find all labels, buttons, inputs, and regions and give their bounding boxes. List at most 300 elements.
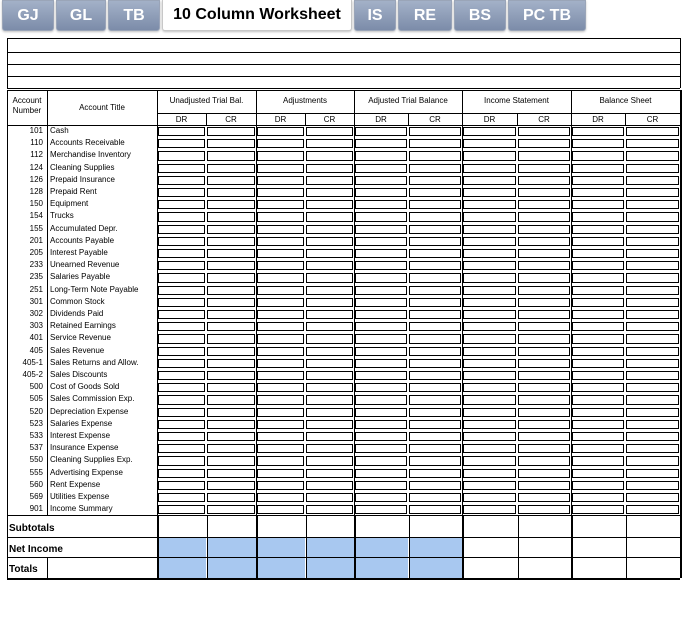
entry-cell[interactable]: [463, 127, 516, 136]
entry-cell[interactable]: [257, 225, 304, 234]
entry-cell[interactable]: [463, 237, 516, 246]
entry-cell[interactable]: [355, 176, 407, 185]
entry-cell[interactable]: [355, 493, 407, 502]
entry-cell[interactable]: [257, 420, 304, 429]
entry-cell[interactable]: [518, 420, 570, 429]
entry-cell[interactable]: [572, 298, 624, 307]
entry-cell[interactable]: [463, 249, 516, 258]
net-income-cell[interactable]: [207, 538, 256, 557]
entry-cell[interactable]: [355, 334, 407, 343]
entry-cell[interactable]: [306, 408, 353, 417]
entry-cell[interactable]: [626, 261, 679, 270]
entry-cell[interactable]: [158, 493, 205, 502]
entry-cell[interactable]: [409, 151, 461, 160]
total-cell[interactable]: [626, 558, 680, 578]
entry-cell[interactable]: [207, 225, 255, 234]
entry-cell[interactable]: [518, 408, 570, 417]
entry-cell[interactable]: [306, 139, 353, 148]
entry-cell[interactable]: [306, 188, 353, 197]
entry-cell[interactable]: [207, 359, 255, 368]
entry-cell[interactable]: [306, 444, 353, 453]
entry-cell[interactable]: [257, 395, 304, 404]
entry-cell[interactable]: [572, 200, 624, 209]
entry-cell[interactable]: [463, 273, 516, 282]
entry-cell[interactable]: [518, 298, 570, 307]
entry-cell[interactable]: [626, 505, 679, 514]
entry-cell[interactable]: [355, 200, 407, 209]
entry-cell[interactable]: [572, 212, 624, 221]
entry-cell[interactable]: [518, 456, 570, 465]
entry-cell[interactable]: [257, 310, 304, 319]
tab-re[interactable]: RE: [398, 0, 452, 31]
entry-cell[interactable]: [355, 444, 407, 453]
entry-cell[interactable]: [306, 249, 353, 258]
entry-cell[interactable]: [257, 212, 304, 221]
entry-cell[interactable]: [306, 469, 353, 478]
entry-cell[interactable]: [409, 505, 461, 514]
subtotal-cell[interactable]: [409, 516, 462, 537]
entry-cell[interactable]: [626, 371, 679, 380]
entry-cell[interactable]: [518, 200, 570, 209]
entry-cell[interactable]: [306, 200, 353, 209]
entry-cell[interactable]: [463, 225, 516, 234]
total-cell[interactable]: [409, 558, 462, 578]
entry-cell[interactable]: [572, 408, 624, 417]
entry-cell[interactable]: [355, 420, 407, 429]
entry-cell[interactable]: [626, 151, 679, 160]
entry-cell[interactable]: [463, 212, 516, 221]
entry-cell[interactable]: [257, 322, 304, 331]
entry-cell[interactable]: [207, 432, 255, 441]
entry-cell[interactable]: [355, 408, 407, 417]
entry-cell[interactable]: [207, 212, 255, 221]
entry-cell[interactable]: [306, 322, 353, 331]
entry-cell[interactable]: [158, 176, 205, 185]
entry-cell[interactable]: [463, 322, 516, 331]
entry-cell[interactable]: [257, 334, 304, 343]
entry-cell[interactable]: [572, 444, 624, 453]
entry-cell[interactable]: [355, 188, 407, 197]
entry-cell[interactable]: [518, 188, 570, 197]
entry-cell[interactable]: [572, 127, 624, 136]
entry-cell[interactable]: [355, 347, 407, 356]
entry-cell[interactable]: [518, 334, 570, 343]
entry-cell[interactable]: [257, 371, 304, 380]
entry-cell[interactable]: [257, 249, 304, 258]
entry-cell[interactable]: [572, 456, 624, 465]
entry-cell[interactable]: [626, 432, 679, 441]
entry-cell[interactable]: [207, 200, 255, 209]
entry-cell[interactable]: [518, 444, 570, 453]
entry-cell[interactable]: [207, 371, 255, 380]
tab-bs[interactable]: BS: [454, 0, 506, 31]
entry-cell[interactable]: [409, 261, 461, 270]
net-income-cell[interactable]: [626, 538, 680, 557]
entry-cell[interactable]: [409, 420, 461, 429]
entry-cell[interactable]: [572, 188, 624, 197]
entry-cell[interactable]: [409, 237, 461, 246]
total-cell[interactable]: [257, 558, 305, 578]
entry-cell[interactable]: [257, 127, 304, 136]
net-income-cell[interactable]: [409, 538, 462, 557]
net-income-cell[interactable]: [257, 538, 305, 557]
entry-cell[interactable]: [306, 273, 353, 282]
entry-cell[interactable]: [207, 347, 255, 356]
entry-cell[interactable]: [355, 481, 407, 490]
subtotal-cell[interactable]: [463, 516, 517, 537]
entry-cell[interactable]: [257, 383, 304, 392]
entry-cell[interactable]: [207, 286, 255, 295]
entry-cell[interactable]: [158, 261, 205, 270]
entry-cell[interactable]: [409, 188, 461, 197]
entry-cell[interactable]: [355, 383, 407, 392]
entry-cell[interactable]: [306, 151, 353, 160]
subtotal-cell[interactable]: [572, 516, 625, 537]
total-cell[interactable]: [463, 558, 517, 578]
entry-cell[interactable]: [518, 139, 570, 148]
subtotal-cell[interactable]: [257, 516, 305, 537]
entry-cell[interactable]: [463, 334, 516, 343]
entry-cell[interactable]: [355, 505, 407, 514]
entry-cell[interactable]: [518, 395, 570, 404]
entry-cell[interactable]: [355, 286, 407, 295]
entry-cell[interactable]: [626, 273, 679, 282]
entry-cell[interactable]: [626, 164, 679, 173]
entry-cell[interactable]: [409, 127, 461, 136]
entry-cell[interactable]: [306, 261, 353, 270]
entry-cell[interactable]: [158, 286, 205, 295]
entry-cell[interactable]: [207, 505, 255, 514]
subtotal-cell[interactable]: [355, 516, 408, 537]
entry-cell[interactable]: [355, 432, 407, 441]
entry-cell[interactable]: [257, 408, 304, 417]
entry-cell[interactable]: [158, 444, 205, 453]
entry-cell[interactable]: [207, 151, 255, 160]
entry-cell[interactable]: [158, 225, 205, 234]
subtotal-cell[interactable]: [306, 516, 354, 537]
entry-cell[interactable]: [518, 469, 570, 478]
entry-cell[interactable]: [626, 286, 679, 295]
entry-cell[interactable]: [158, 200, 205, 209]
subtotal-cell[interactable]: [158, 516, 206, 537]
total-cell[interactable]: [355, 558, 408, 578]
entry-cell[interactable]: [306, 493, 353, 502]
entry-cell[interactable]: [463, 261, 516, 270]
entry-cell[interactable]: [463, 493, 516, 502]
entry-cell[interactable]: [158, 420, 205, 429]
entry-cell[interactable]: [257, 456, 304, 465]
entry-cell[interactable]: [207, 310, 255, 319]
entry-cell[interactable]: [409, 432, 461, 441]
entry-cell[interactable]: [306, 371, 353, 380]
entry-cell[interactable]: [158, 505, 205, 514]
entry-cell[interactable]: [463, 359, 516, 368]
entry-cell[interactable]: [463, 164, 516, 173]
entry-cell[interactable]: [207, 237, 255, 246]
entry-cell[interactable]: [158, 127, 205, 136]
entry-cell[interactable]: [158, 298, 205, 307]
entry-cell[interactable]: [463, 395, 516, 404]
entry-cell[interactable]: [626, 237, 679, 246]
entry-cell[interactable]: [463, 420, 516, 429]
entry-cell[interactable]: [158, 395, 205, 404]
entry-cell[interactable]: [626, 493, 679, 502]
entry-cell[interactable]: [158, 212, 205, 221]
entry-cell[interactable]: [572, 139, 624, 148]
entry-cell[interactable]: [409, 176, 461, 185]
entry-cell[interactable]: [626, 359, 679, 368]
entry-cell[interactable]: [518, 359, 570, 368]
entry-cell[interactable]: [518, 127, 570, 136]
entry-cell[interactable]: [306, 127, 353, 136]
entry-cell[interactable]: [207, 420, 255, 429]
entry-cell[interactable]: [463, 408, 516, 417]
entry-cell[interactable]: [207, 176, 255, 185]
entry-cell[interactable]: [409, 164, 461, 173]
entry-cell[interactable]: [626, 408, 679, 417]
entry-cell[interactable]: [572, 176, 624, 185]
entry-cell[interactable]: [409, 334, 461, 343]
entry-cell[interactable]: [355, 456, 407, 465]
total-cell[interactable]: [518, 558, 571, 578]
entry-cell[interactable]: [572, 322, 624, 331]
total-cell[interactable]: [158, 558, 206, 578]
entry-cell[interactable]: [626, 139, 679, 148]
tab-tb[interactable]: TB: [108, 0, 160, 31]
entry-cell[interactable]: [257, 505, 304, 514]
entry-cell[interactable]: [257, 347, 304, 356]
entry-cell[interactable]: [463, 286, 516, 295]
entry-cell[interactable]: [409, 249, 461, 258]
entry-cell[interactable]: [572, 249, 624, 258]
entry-cell[interactable]: [158, 456, 205, 465]
entry-cell[interactable]: [257, 469, 304, 478]
net-income-cell[interactable]: [572, 538, 625, 557]
entry-cell[interactable]: [306, 359, 353, 368]
entry-cell[interactable]: [207, 395, 255, 404]
entry-cell[interactable]: [207, 408, 255, 417]
entry-cell[interactable]: [355, 322, 407, 331]
entry-cell[interactable]: [409, 481, 461, 490]
entry-cell[interactable]: [463, 176, 516, 185]
entry-cell[interactable]: [207, 127, 255, 136]
entry-cell[interactable]: [257, 493, 304, 502]
entry-cell[interactable]: [306, 432, 353, 441]
entry-cell[interactable]: [207, 273, 255, 282]
entry-cell[interactable]: [306, 237, 353, 246]
entry-cell[interactable]: [409, 273, 461, 282]
entry-cell[interactable]: [572, 359, 624, 368]
entry-cell[interactable]: [257, 164, 304, 173]
entry-cell[interactable]: [463, 298, 516, 307]
entry-cell[interactable]: [257, 273, 304, 282]
entry-cell[interactable]: [409, 225, 461, 234]
entry-cell[interactable]: [355, 469, 407, 478]
entry-cell[interactable]: [463, 151, 516, 160]
entry-cell[interactable]: [626, 249, 679, 258]
entry-cell[interactable]: [306, 383, 353, 392]
entry-cell[interactable]: [463, 456, 516, 465]
entry-cell[interactable]: [572, 334, 624, 343]
entry-cell[interactable]: [207, 383, 255, 392]
entry-cell[interactable]: [306, 310, 353, 319]
entry-cell[interactable]: [518, 273, 570, 282]
entry-cell[interactable]: [626, 334, 679, 343]
entry-cell[interactable]: [158, 481, 205, 490]
entry-cell[interactable]: [257, 359, 304, 368]
entry-cell[interactable]: [518, 176, 570, 185]
tab-worksheet[interactable]: 10 Column Worksheet: [162, 0, 352, 31]
entry-cell[interactable]: [257, 139, 304, 148]
entry-cell[interactable]: [518, 432, 570, 441]
entry-cell[interactable]: [306, 481, 353, 490]
entry-cell[interactable]: [572, 481, 624, 490]
entry-cell[interactable]: [306, 505, 353, 514]
entry-cell[interactable]: [207, 139, 255, 148]
entry-cell[interactable]: [355, 249, 407, 258]
entry-cell[interactable]: [158, 322, 205, 331]
entry-cell[interactable]: [518, 212, 570, 221]
entry-cell[interactable]: [257, 237, 304, 246]
entry-cell[interactable]: [306, 225, 353, 234]
entry-cell[interactable]: [409, 493, 461, 502]
entry-cell[interactable]: [572, 371, 624, 380]
entry-cell[interactable]: [409, 322, 461, 331]
entry-cell[interactable]: [158, 188, 205, 197]
entry-cell[interactable]: [572, 273, 624, 282]
entry-cell[interactable]: [626, 188, 679, 197]
tab-gj[interactable]: GJ: [2, 0, 54, 31]
entry-cell[interactable]: [355, 225, 407, 234]
entry-cell[interactable]: [158, 273, 205, 282]
entry-cell[interactable]: [306, 395, 353, 404]
entry-cell[interactable]: [257, 432, 304, 441]
entry-cell[interactable]: [158, 408, 205, 417]
entry-cell[interactable]: [572, 261, 624, 270]
entry-cell[interactable]: [518, 249, 570, 258]
entry-cell[interactable]: [207, 164, 255, 173]
entry-cell[interactable]: [626, 395, 679, 404]
entry-cell[interactable]: [409, 359, 461, 368]
entry-cell[interactable]: [572, 151, 624, 160]
entry-cell[interactable]: [409, 469, 461, 478]
entry-cell[interactable]: [158, 249, 205, 258]
net-income-cell[interactable]: [518, 538, 571, 557]
entry-cell[interactable]: [626, 212, 679, 221]
entry-cell[interactable]: [626, 420, 679, 429]
entry-cell[interactable]: [257, 200, 304, 209]
entry-cell[interactable]: [158, 334, 205, 343]
entry-cell[interactable]: [518, 481, 570, 490]
entry-cell[interactable]: [463, 505, 516, 514]
subtotal-cell[interactable]: [207, 516, 256, 537]
entry-cell[interactable]: [409, 371, 461, 380]
subtotal-cell[interactable]: [518, 516, 571, 537]
entry-cell[interactable]: [306, 286, 353, 295]
entry-cell[interactable]: [207, 334, 255, 343]
entry-cell[interactable]: [463, 139, 516, 148]
entry-cell[interactable]: [158, 139, 205, 148]
entry-cell[interactable]: [518, 505, 570, 514]
entry-cell[interactable]: [257, 481, 304, 490]
entry-cell[interactable]: [518, 371, 570, 380]
entry-cell[interactable]: [355, 273, 407, 282]
entry-cell[interactable]: [257, 444, 304, 453]
entry-cell[interactable]: [518, 261, 570, 270]
entry-cell[interactable]: [257, 261, 304, 270]
entry-cell[interactable]: [158, 347, 205, 356]
entry-cell[interactable]: [409, 139, 461, 148]
entry-cell[interactable]: [463, 188, 516, 197]
entry-cell[interactable]: [257, 298, 304, 307]
entry-cell[interactable]: [572, 493, 624, 502]
entry-cell[interactable]: [257, 286, 304, 295]
entry-cell[interactable]: [572, 225, 624, 234]
entry-cell[interactable]: [207, 249, 255, 258]
entry-cell[interactable]: [409, 298, 461, 307]
entry-cell[interactable]: [158, 310, 205, 319]
entry-cell[interactable]: [409, 286, 461, 295]
entry-cell[interactable]: [518, 237, 570, 246]
entry-cell[interactable]: [207, 188, 255, 197]
total-cell[interactable]: [572, 558, 625, 578]
entry-cell[interactable]: [626, 383, 679, 392]
entry-cell[interactable]: [626, 347, 679, 356]
entry-cell[interactable]: [207, 481, 255, 490]
entry-cell[interactable]: [626, 469, 679, 478]
entry-cell[interactable]: [158, 359, 205, 368]
entry-cell[interactable]: [572, 395, 624, 404]
entry-cell[interactable]: [158, 371, 205, 380]
entry-cell[interactable]: [306, 456, 353, 465]
tab-is[interactable]: IS: [354, 0, 396, 31]
entry-cell[interactable]: [518, 347, 570, 356]
entry-cell[interactable]: [572, 432, 624, 441]
entry-cell[interactable]: [572, 286, 624, 295]
entry-cell[interactable]: [207, 493, 255, 502]
entry-cell[interactable]: [355, 151, 407, 160]
entry-cell[interactable]: [355, 359, 407, 368]
entry-cell[interactable]: [463, 310, 516, 319]
entry-cell[interactable]: [626, 127, 679, 136]
entry-cell[interactable]: [207, 322, 255, 331]
entry-cell[interactable]: [518, 151, 570, 160]
entry-cell[interactable]: [355, 139, 407, 148]
entry-cell[interactable]: [409, 200, 461, 209]
entry-cell[interactable]: [306, 420, 353, 429]
entry-cell[interactable]: [355, 164, 407, 173]
entry-cell[interactable]: [306, 176, 353, 185]
total-cell[interactable]: [306, 558, 354, 578]
tab-gl[interactable]: GL: [56, 0, 106, 31]
entry-cell[interactable]: [207, 469, 255, 478]
entry-cell[interactable]: [463, 200, 516, 209]
entry-cell[interactable]: [409, 347, 461, 356]
entry-cell[interactable]: [626, 310, 679, 319]
entry-cell[interactable]: [409, 408, 461, 417]
entry-cell[interactable]: [518, 164, 570, 173]
entry-cell[interactable]: [572, 310, 624, 319]
entry-cell[interactable]: [306, 347, 353, 356]
entry-cell[interactable]: [572, 469, 624, 478]
entry-cell[interactable]: [355, 310, 407, 319]
entry-cell[interactable]: [409, 444, 461, 453]
entry-cell[interactable]: [463, 469, 516, 478]
entry-cell[interactable]: [626, 225, 679, 234]
entry-cell[interactable]: [518, 493, 570, 502]
entry-cell[interactable]: [626, 322, 679, 331]
entry-cell[interactable]: [409, 383, 461, 392]
